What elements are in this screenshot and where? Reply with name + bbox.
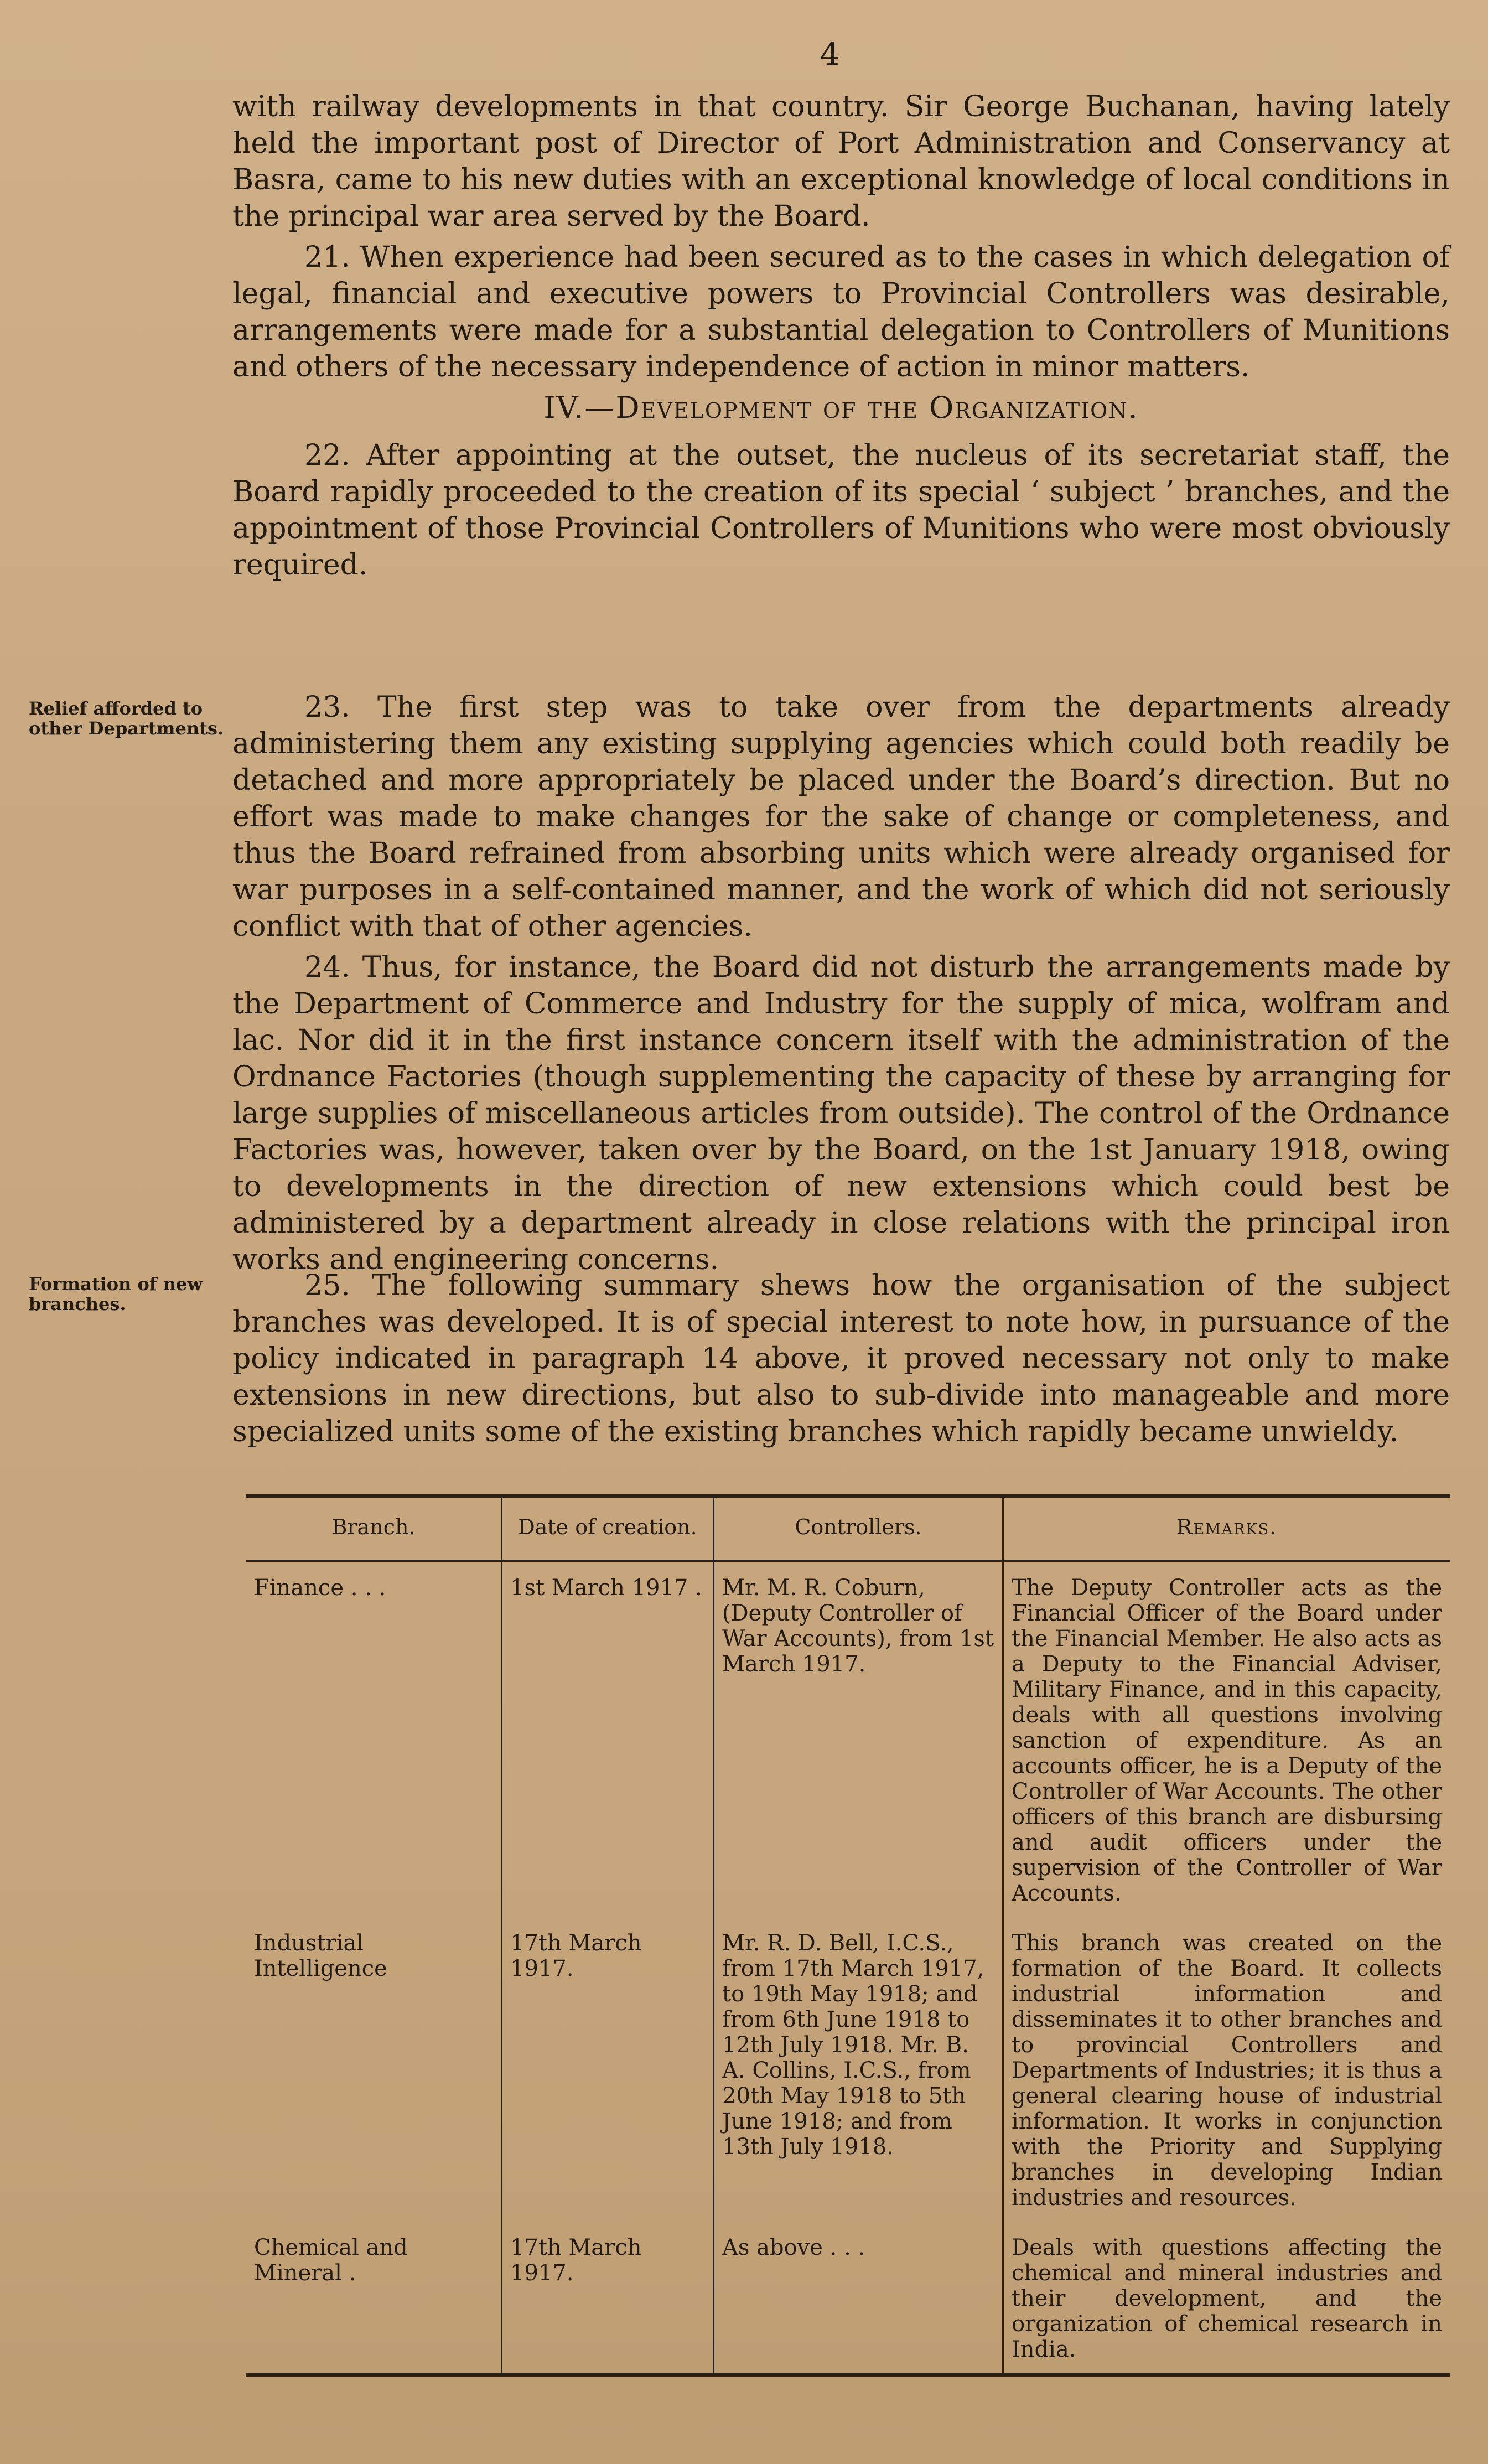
table-row (246, 2222, 1450, 2375)
cell-controllers: Mr. M. R. Coburn, (Deputy Controller of War Accounts), from 1st March 1917. (714, 1561, 1003, 1917)
paragraph-22: 22. After appointing at the outset, the nucleus of its secretariat staff, the Board rapidly proceeded to the creation of its special ‘ subject ’ branches, and the appointment of those Provincial Controllers of Munitions who were most obviously required. (232, 439, 1450, 582)
cell-controllers: As above . . . (714, 2222, 1003, 2375)
paragraph-25: 25. The following summary shews how the organisation of the subject branches was developed. It is of special interest to note how, in pursuance of the policy indicated in paragraph 14 above, it proved necessary not only to make extensions in new directions, but also to sub-divide into manageable and more specialized units some of the existing branches which rapidly became unwieldy. (232, 1269, 1450, 1448)
cell-date: 1st March 1917 . (502, 1561, 714, 1917)
body-text-middle (232, 689, 1450, 1282)
table-row (246, 1917, 1450, 2222)
paragraph-23: 23. The first step was to take over from the departments already administering them any existing supplying agencies which could both readily be detached and more appropriately be placed under the Board’s direction. But no effort was made to make changes for the sake of change or completeness, and thus the Board refrained from absorbing units which were already organised for war purposes in a self-contained manner, and the work of which did not seriously conflict with that of other agencies. (232, 691, 1450, 943)
table-row (246, 1561, 1450, 1917)
cell-date: 17th March 1917. (502, 1917, 714, 2222)
cell-branch: Industrial Intelligence (254, 1930, 387, 1981)
table-header-row (246, 1496, 1450, 1561)
paragraph-21: 21. When experience had been secured as to the cases in which delegation of legal, financial and executive powers to Provincial Controllers was desirable, arrangements were made for a substantial delegation to Controllers of Munitions and others of the necessary independence of action in minor matters. (232, 241, 1450, 384)
page-number: 4 (820, 37, 840, 73)
body-text-lower (232, 1267, 1450, 1454)
paragraph-20-continued: with railway developments in that country. Sir George Buchanan, having lately held the important post of Director of Port Administration and Conservancy at Basra, came to his new duties with an exceptional knowledge of local conditions in the principal war area served by the Board. (232, 90, 1450, 233)
section-heading: IV.—Development of the Organization. (543, 390, 1139, 425)
branches-table (246, 1494, 1450, 2362)
margin-note-relief: Relief afforded to other Departments. (29, 698, 224, 739)
header-branch: Branch. (246, 1496, 502, 1561)
cell-controllers: Mr. R. D. Bell, I.C.S., from 17th March 1917, to 19th May 1918; and from 6th June 1918 to 12th July 1918. Mr. B. A. Collins, I.C.S., from 20th May 1918 to 5th June 1918; and from 13th July 1918. (714, 1917, 1003, 2222)
header-date: Date of creation. (502, 1496, 714, 1561)
body-text-upper (232, 89, 1450, 588)
margin-note-formation: Formation of new branches. (29, 1274, 203, 1314)
cell-branch: Finance . . . (254, 1575, 386, 1601)
cell-remarks: This branch was created on the formation of the Board. It collects industrial information and disseminates it to other branches and to provincial Controllers and Departments of Industries; it is thus a general clearing house of industrial information. It works in conjunction with the Priority and Supplying branches in developing Indian industries and resources. (1003, 1917, 1450, 2222)
cell-branch: Chemical and Mineral . (246, 2222, 502, 2375)
cell-date: 17th March 1917. (502, 2222, 714, 2375)
header-controllers: Controllers. (714, 1496, 1003, 1561)
cell-remarks: The Deputy Controller acts as the Financial Officer of the Board under the Financial Member. He also acts as a Deputy to the Financial Adviser, Military Finance, and in this capacity, deals with all questions involving sanction of expenditure. As an accounts officer, he is a Deputy of the Controller of War Accounts. The other officers of this branch are disbursing and audit officers under the supervision of the Controller of War Accounts. (1003, 1561, 1450, 1917)
cell-remarks: Deals with questions affecting the chemical and mineral industries and their development, and the organization of chemical research in India. (1003, 2222, 1450, 2375)
paragraph-24: 24. Thus, for instance, the Board did not disturb the arrangements made by the Department of Commerce and Industry for the supply of mica, wolfram and lac. Nor did it in the first instance concern itself with the administration of the Ordnance Factories (though supplementing the capacity of these by arranging for large supplies of miscellaneous articles from outside). The control of the Ordnance Factories was, however, taken over by the Board, on the 1st January 1918, owing to developments in the direction of new extensions which could best be administered by a department already in close relations with the principal iron works and engineering concerns. (232, 951, 1450, 1276)
header-remarks: Remarks. (1003, 1496, 1450, 1561)
